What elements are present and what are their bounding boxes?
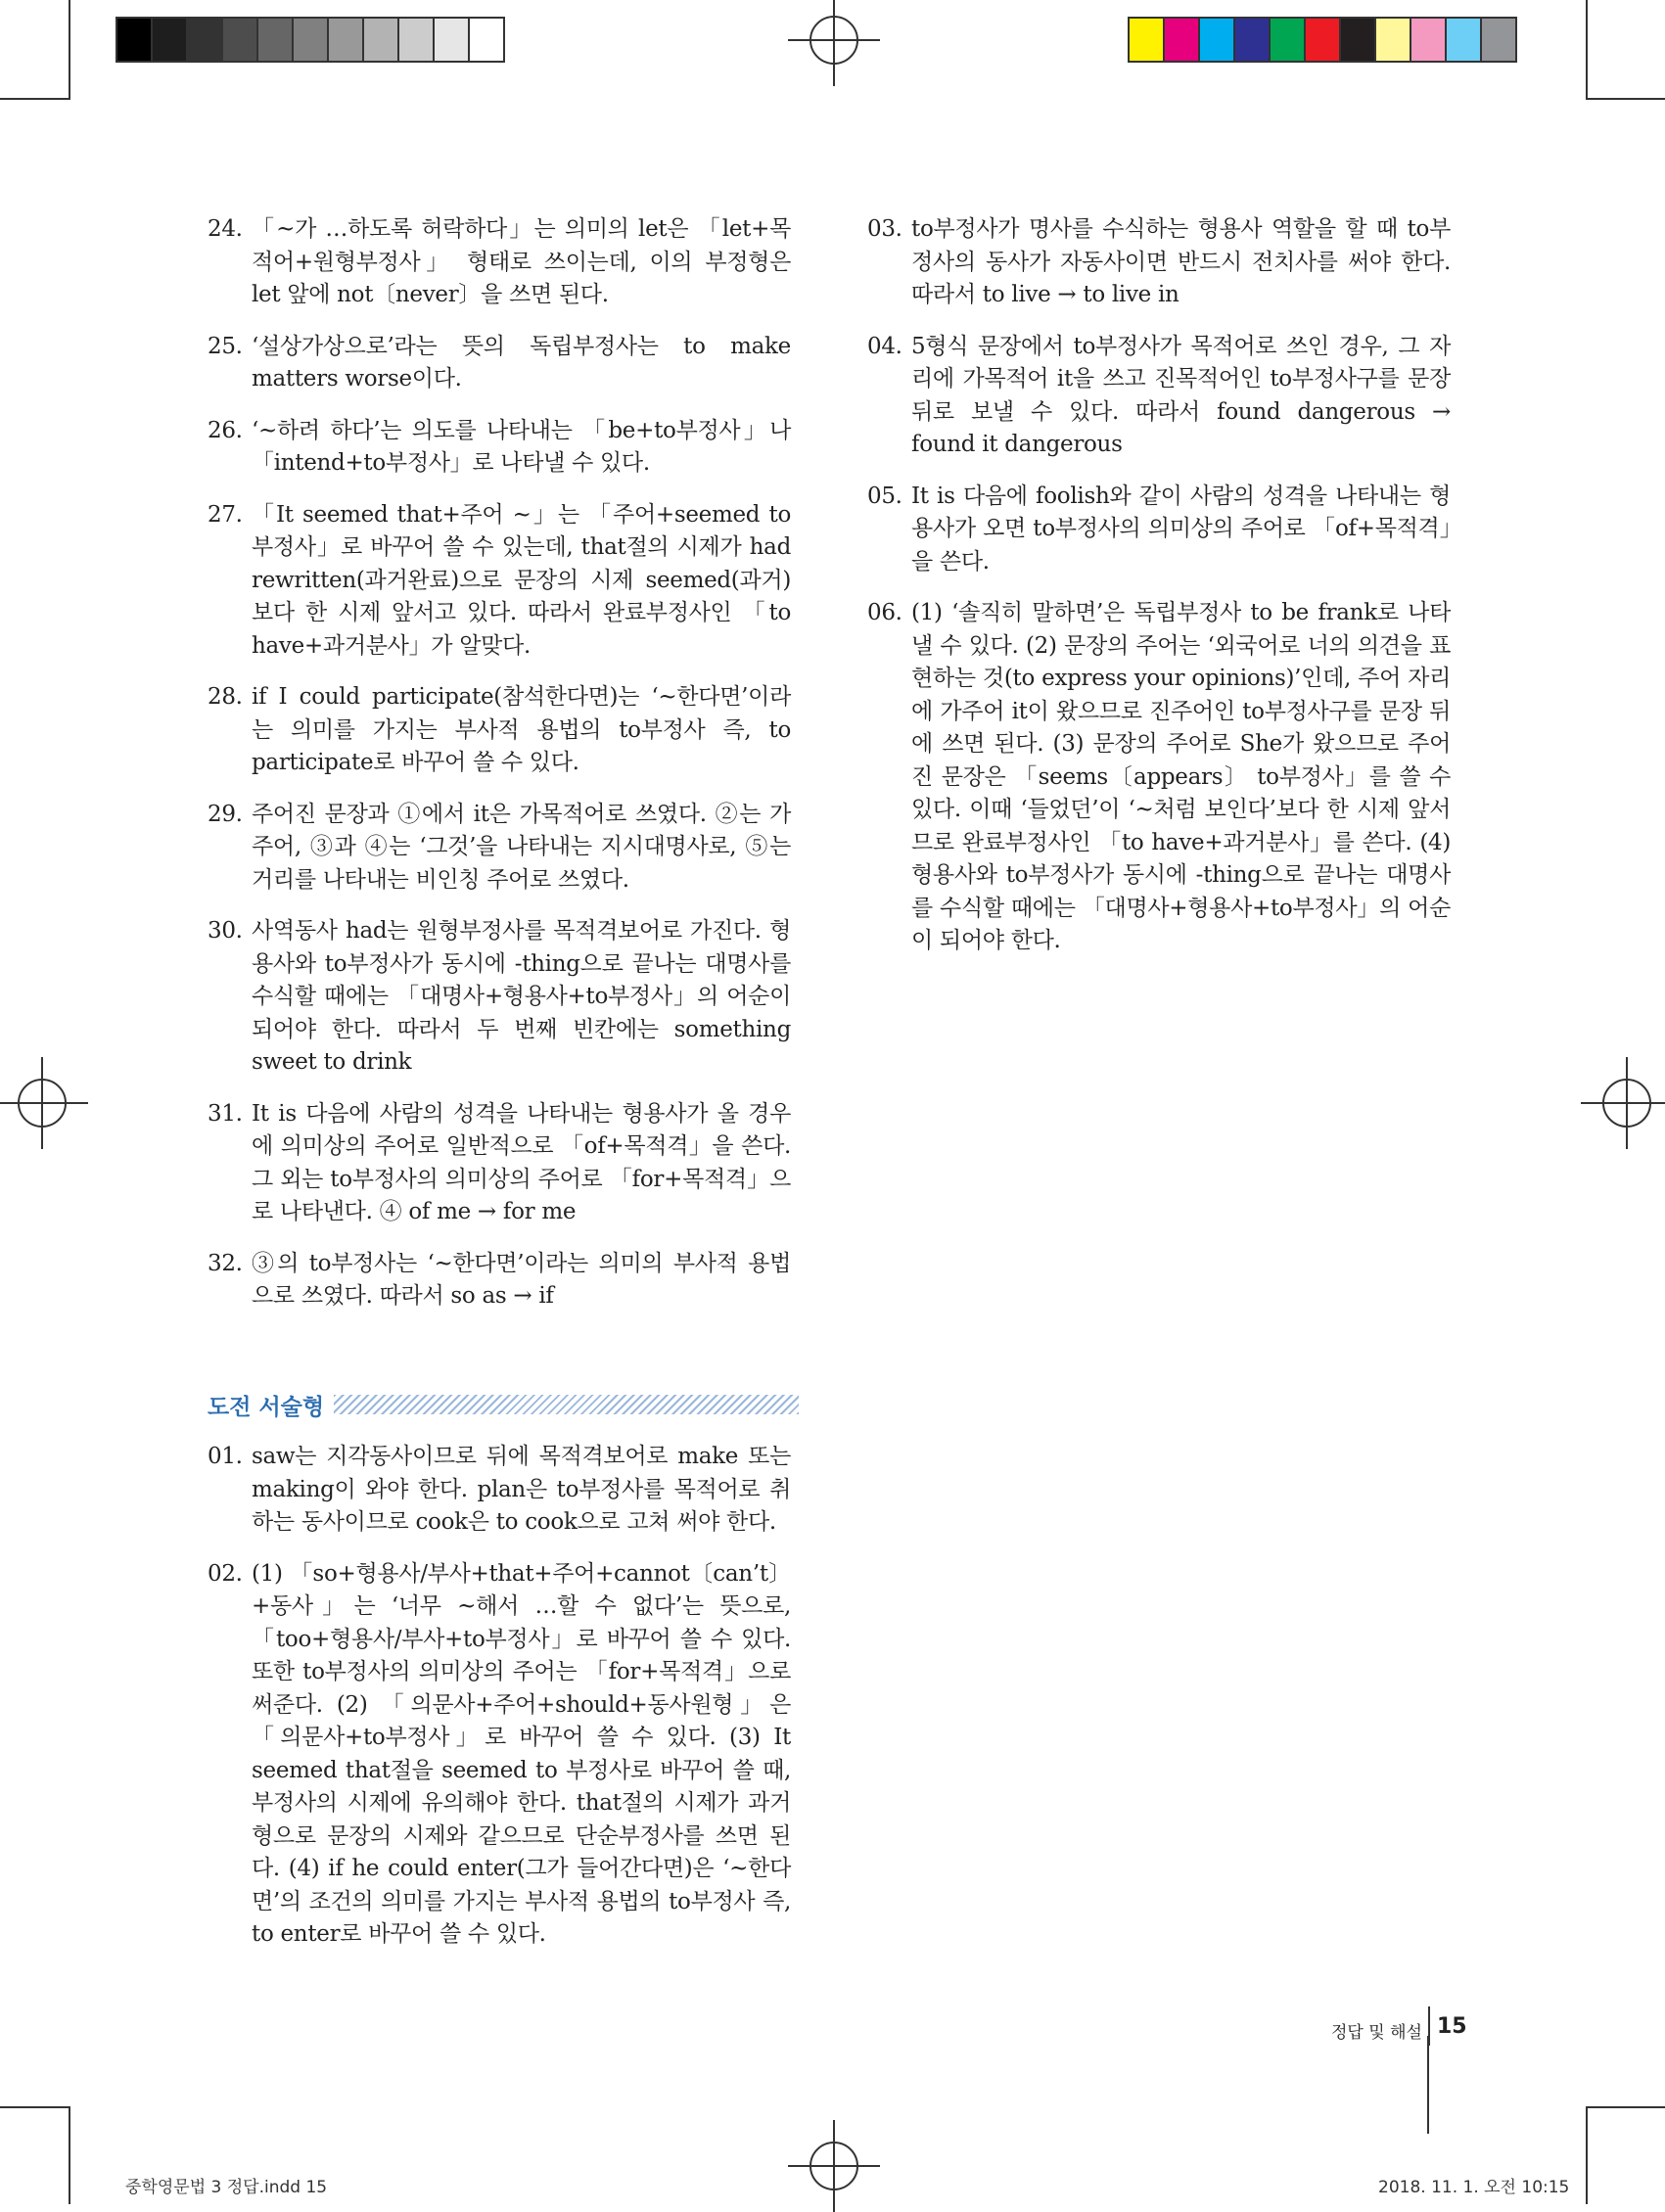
answer-item-28: 28. if I could participate(참석한다면)는 ‘~한다면’이라는 의미를 가지는 부사적 용법의 to부정사 즉, to participate로 바꾸어 쓸 수 있다. [208,684,791,775]
color-swatch [1447,19,1482,61]
gray-swatch [188,19,223,61]
crop-mark [1586,98,1665,100]
gray-swatch [364,19,399,61]
right-column [867,213,1451,977]
section-column [208,1441,791,1970]
gray-swatch [223,19,258,61]
section-item-06: 06. (1) ‘솔직히 말하면’은 독립부정사 to be frank로 나타낼 수 있다. (2) 문장의 주어는 ‘외국어로 너의 의견을 표현하는 것(to express your opinions)’인데, 주어 자리에 가주어 it이 왔으므로 진주어인 to부정사구를 문장 뒤에 쓰면 된다. (3) 문장의 주어로 She가 왔으므로 주어진 문장은 「seems〔appears〕 to부정사」를 쓸 수 있다. 이때 ‘들었던’이 ‘~처럼 보인다’보다 한 시제 앞서므로 완료부정사인 「to have+과거분사」를 쓴다. (4) 형용사와 to부정사가 동시에 -thing으로 끝나는 대명사를 수식할 때에는 「대명사+형용사+to부정사」의 어순이 되어야 한다. [867,600,1451,953]
color-swatch [1235,19,1271,61]
grayscale-color-bar [116,17,505,63]
answer-item-26: 26. ‘~하려 하다’는 의도를 나타내는 「be+to부정사」나 「intend+to부정사」로 나타낼 수 있다. [208,417,791,476]
section-hatch-rule [334,1395,799,1414]
section-title: 도전 서술형 [208,1394,325,1420]
footer-label: 정답 및 해설 [1331,2023,1422,2043]
section-item-04: 04. 5형식 문장에서 to부정사가 목적어로 쓰인 경우, 그 자리에 가목적어 it을 쓰고 진목적어인 to부정사구를 문장 뒤로 보낼 수 있다. 따라서 found dangerous → found it dangerous [867,333,1451,457]
registration-mark-top [809,16,858,65]
answer-item-30: 30. 사역동사 had는 원형부정사를 목적격보어로 가진다. 형용사와 to부정사가 동시에 -thing으로 끝나는 대명사를 수식할 때에는 「대명사+형용사+to부정사」의 어순이 되어야 한다. 따라서 두 번째 빈칸에는 something sweet to drink [208,918,791,1075]
slug-date: 2018. 11. 1. 오전 10:15 [1378,2178,1570,2197]
section-item-05: 05. It is 다음에 foolish와 같이 사람의 성격을 나타내는 형용사가 오면 to부정사의 의미상의 주어로 「of+목적격」을 쓴다. [867,483,1451,575]
gray-swatch [294,19,329,61]
crop-mark [69,2106,70,2204]
gray-swatch [258,19,294,61]
answer-item-25: 25. ‘설상가상으로’라는 뜻의 독립부정사는 to make matters worse이다. [208,333,791,392]
color-swatch [1341,19,1376,61]
color-swatch [1411,19,1447,61]
registration-mark-bottom [809,2142,858,2190]
section-item-03: 03. to부정사가 명사를 수식하는 형용사 역할을 할 때 to부정사의 동사가 자동사이면 반드시 전치사를 써야 한다. 따라서 to live → to live in [867,216,1451,307]
gray-swatch [153,19,188,61]
color-swatch [1271,19,1306,61]
left-column [208,213,791,1332]
gray-swatch [117,19,153,61]
footer-divider [1428,2006,1430,2046]
process-color-bar [1128,17,1517,63]
color-swatch [1165,19,1200,61]
answer-item-29: 29. 주어진 문장과 ①에서 it은 가목적어로 쓰였다. ②는 가주어, ③과 ④는 ‘그것’을 나타내는 지시대명사로, ⑤는 거리를 나타내는 비인칭 주어로 쓰였다. [208,801,791,893]
gray-swatch [470,19,503,61]
crop-mark [0,98,70,100]
color-swatch [1482,19,1515,61]
answer-item-31: 31. It is 다음에 사람의 성격을 나타내는 형용사가 올 경우에 의미상의 주어로 일반적으로 「of+목적격」을 쓴다. 그 외는 to부정사의 의미상의 주어로 「for+목적격」으로 나타낸다. ④ of me → for me [208,1100,791,1224]
section-heading [208,1385,799,1424]
crop-mark [1586,2106,1665,2108]
color-swatch [1200,19,1235,61]
registration-mark-right [1602,1079,1651,1128]
color-swatch [1376,19,1411,61]
crop-mark [69,0,70,98]
color-swatch [1306,19,1341,61]
answer-item-32: 32. ③의 to부정사는 ‘~한다면’이라는 의미의 부사적 용법으로 쓰였다. 따라서 so as → if [208,1250,791,1309]
slug-filename: 중학영문법 3 정답.indd 15 [125,2178,328,2197]
answer-item-27: 27. 「It seemed that+주어 ~」는 「주어+seemed to부정사」로 바꾸어 쓸 수 있는데, that절의 시제가 had rewritten(과거완료)으로 문장의 시제 seemed(과거)보다 한 시제 앞서고 있다. 따라서 완료부정사인 「to have+과거분사」가 알맞다. [208,501,791,659]
gray-swatch [399,19,435,61]
crop-mark [0,2106,70,2108]
gray-swatch [435,19,470,61]
gray-swatch [329,19,364,61]
color-swatch [1130,19,1165,61]
crop-mark [1586,0,1588,98]
section-item-01: 01. saw는 지각동사이므로 뒤에 목적격보어로 make 또는 making이 와야 한다. plan은 to부정사를 목적어로 취하는 동사이므로 cook은 to cook으로 고쳐 써야 한다. [208,1444,791,1535]
crop-mark [1586,2106,1588,2204]
section-item-02: 02. (1) 「so+형용사/부사+that+주어+cannot〔can’t〕+동사」는 ‘너무 ~해서 …할 수 없다’는 뜻으로, 「too+형용사/부사+to부정사」로 바꾸어 쓸 수 있다. 또한 to부정사의 의미상의 주어는 「for+목적격」으로 써준다. (2) 「의문사+주어+should+동사원형」은 「의문사+to부정사」로 바꾸어 쓸 수 있다. (3) It seemed that절을 seemed to 부정사로 바꾸어 쓸 때, 부정사의 시제에 유의해야 한다. that절의 시제가 과거형으로 문장의 시제와 같으므로 단순부정사를 쓰면 된다. (4) if he could enter(그가 들어간다면)은 ‘~한다면’의 조건의 의미를 가지는 부사적 용법의 to부정사 즉, to enter로 바꾸어 쓸 수 있다. [208,1560,791,1947]
answer-item-24: 24. 「~가 …하도록 허락하다」는 의미의 let은 「let+목적어+원형부정사」 형태로 쓰이는데, 이의 부정형은 let 앞에 not〔never〕을 쓰면 된다. [208,216,791,307]
page-trim-line [1427,2036,1429,2134]
page-number: 15 [1437,2014,1467,2039]
registration-mark-left [18,1079,67,1128]
